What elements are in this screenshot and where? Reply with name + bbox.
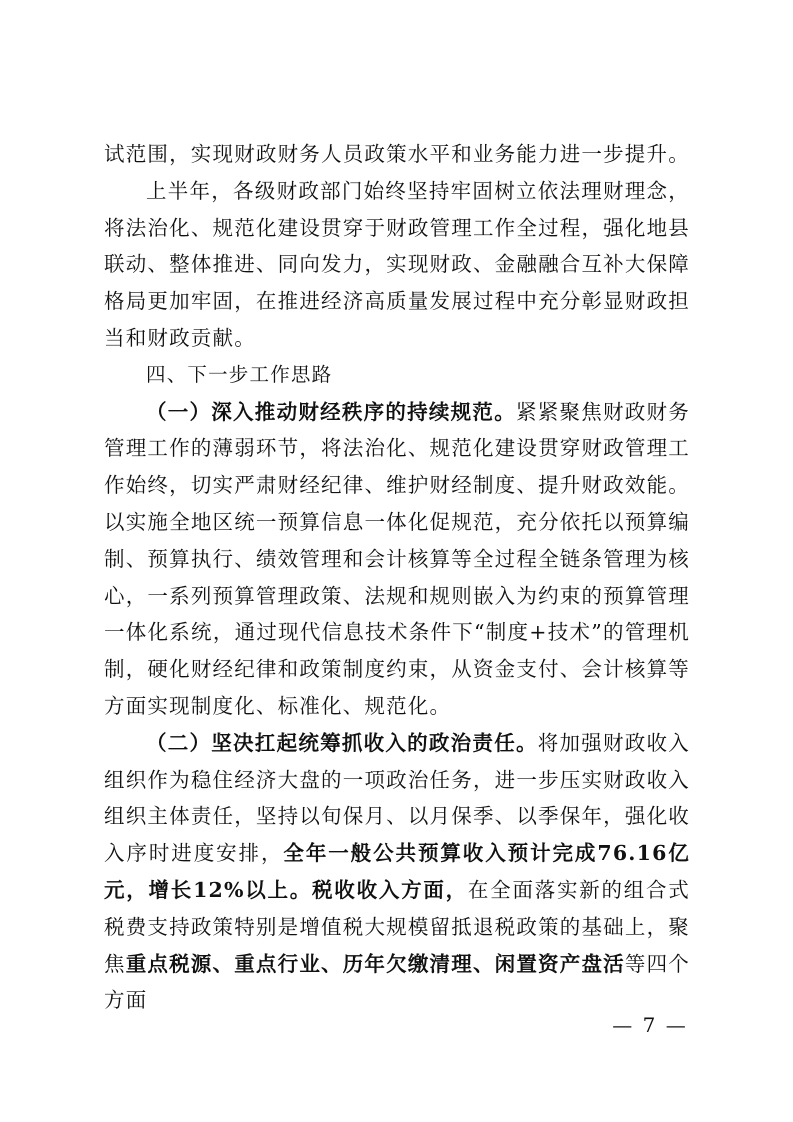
page-number: — 7 —: [612, 1013, 688, 1037]
paragraph-4-text-2: 在全面落实新的组合式税费支持政策特别是增值税大规模留抵退税政策的基础上，聚焦: [104, 877, 691, 976]
paragraph-3-text: 紧紧聚焦财政财务管理工作的薄弱环节，将法治化、规范化建设贯穿财政管理工作始终，切实严肃财经纪律、维护财经制度、提升财政效能。以实施全地区统一预算信息一体化促规范，充分依托以预算编制、预算执行、绩效管理和会计核算等全过程全链条管理为核心，一系列预算管理政策、法规和规则嵌入为约束的预算管理一体化系统，通过现代信息技术条件下“制度+技术”的管理机制，硬化财经纪律和政策制度约束，从资金支付、会计核算等方面实现制度化、标准化、规范化。: [104, 399, 690, 718]
paragraph-4-text-3: 等四个方面: [104, 951, 690, 1013]
paragraph-4-revenue-target: 全年一般公共预算收入预计完成76.16亿元，增长12%以上。税收收入方面，: [104, 841, 690, 902]
body-text: [104, 136, 690, 1019]
paragraph-4: [104, 725, 690, 1019]
paragraph-4-focus-areas: 重点税源、重点行业、历年欠缴清理、闲置资产盘活: [125, 951, 625, 976]
paragraph-3: [104, 394, 690, 725]
paragraph-4-text-1: 将加强财政收入组织作为稳住经济大盘的一项政治任务，进一步压实财政收入组织主体责任，坚持以旬保月、以月保季、以季保年，强化收入序时进度安排，: [104, 730, 690, 866]
paragraph-1: 试范围，实现财政财务人员政策水平和业务能力进一步提升。: [104, 142, 690, 166]
paragraph-2: 上半年，各级财政部门始终坚持牢固树立依法理财理念，将法治化、规范化建设贯穿于财政管理工作全过程，强化地县联动、整体推进、同向发力，实现财政、金融融合互补大保障格局更加牢固，在推进经济高质量发展过程中充分彰显财政担当和财政贡献。: [104, 178, 690, 350]
paragraph-4-lead: （二）坚决扛起统筹抓收入的政治责任。: [146, 730, 538, 755]
section-heading: 四、下一步工作思路: [146, 362, 333, 386]
paragraph-3-lead: （一）深入推动财经秩序的持续规范。: [146, 399, 516, 424]
